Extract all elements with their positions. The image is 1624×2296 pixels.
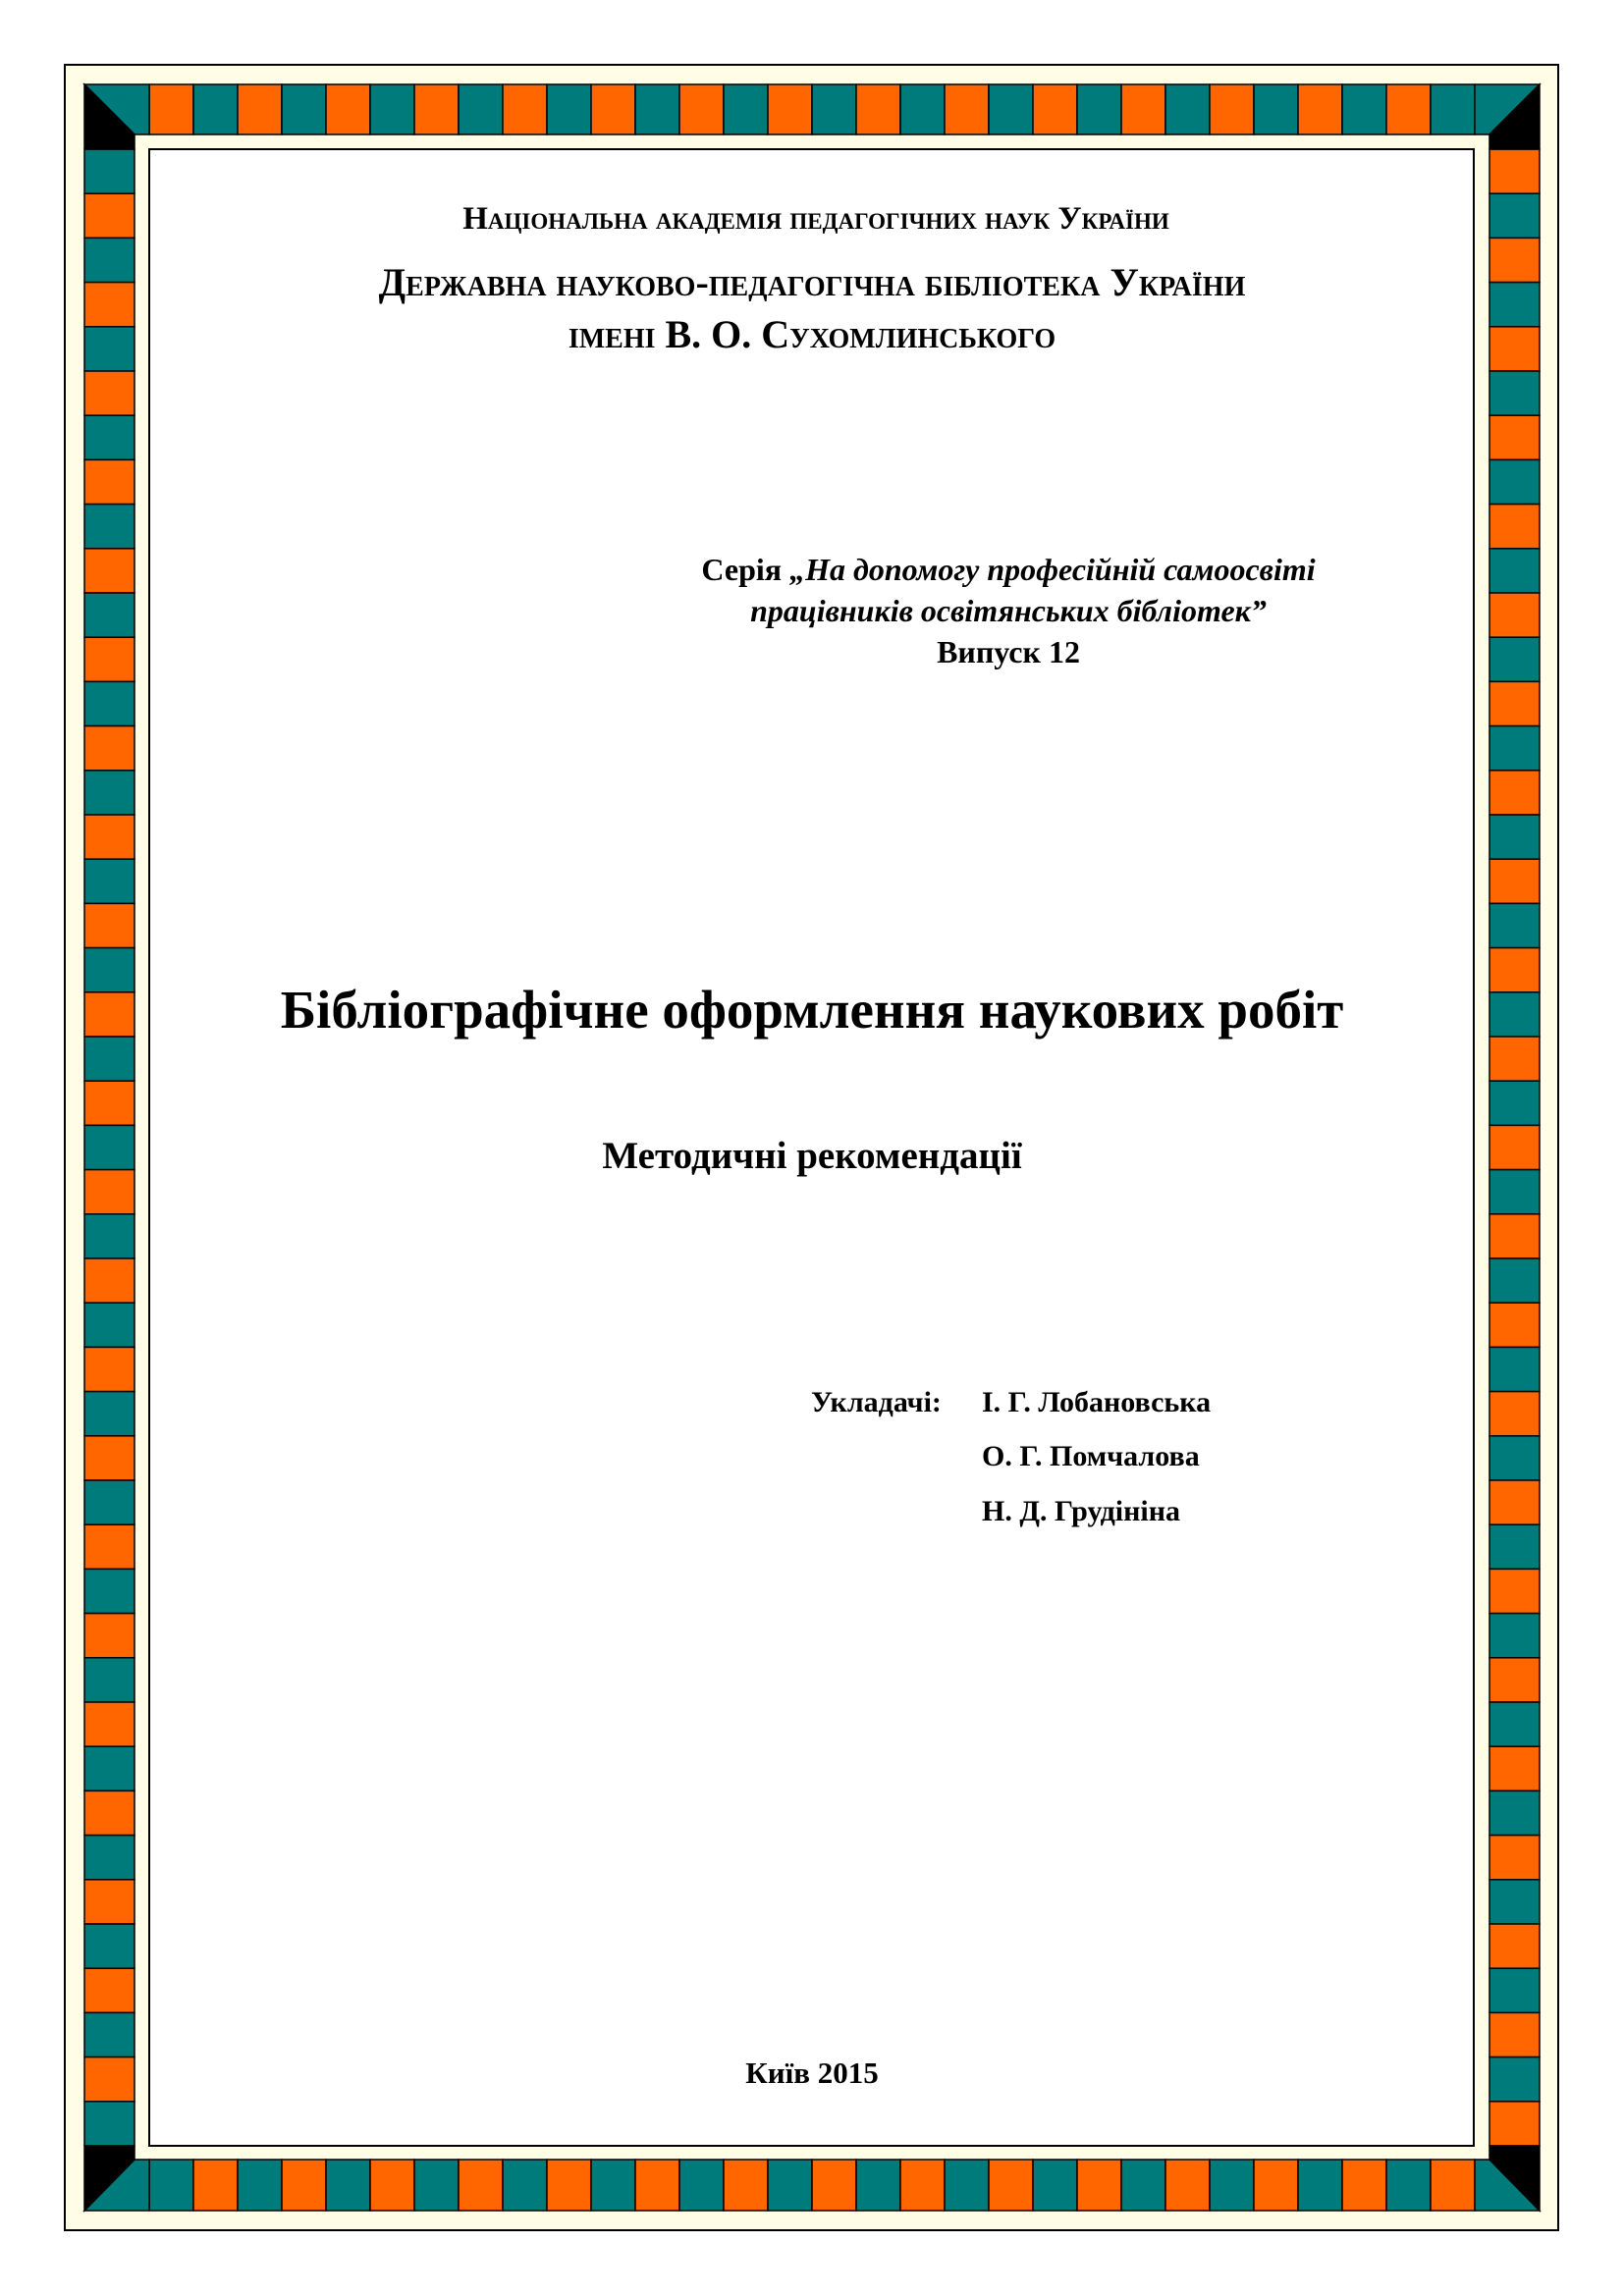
border-tile: [459, 2160, 503, 2211]
border-tile: [84, 815, 135, 859]
border-tile: [1489, 681, 1540, 725]
border-tile: [149, 84, 193, 134]
border-tile: [1489, 1880, 1540, 1924]
border-tile: [679, 84, 724, 134]
border-tile: [1489, 459, 1540, 504]
border-tile: [768, 84, 812, 134]
border-tile: [1489, 1347, 1540, 1391]
compiler-name: І. Г. Лобановська: [982, 1386, 1212, 1418]
border-tile: [1431, 84, 1475, 134]
border-tile: [84, 1924, 135, 1968]
border-tile: [1386, 2160, 1431, 2211]
border-tile: [1489, 859, 1540, 903]
library-name: Державна науково-педагогічна бібліотека України: [378, 260, 1246, 304]
academy-name: Національна академія педагогічних наук України: [462, 201, 1169, 237]
border-tile: [1489, 637, 1540, 681]
border-tile: [1121, 84, 1165, 134]
border-tile: [635, 84, 679, 134]
border-tile: [812, 2160, 856, 2211]
border-tile: [84, 1880, 135, 1924]
border-tile: [1077, 2160, 1121, 2211]
border-tile: [84, 2102, 135, 2146]
border-tile: [1489, 1702, 1540, 1746]
border-tile: [84, 1746, 135, 1790]
border-tile: [591, 2160, 635, 2211]
border-tile: [503, 2160, 547, 2211]
compiler-name: О. Г. Помчалова: [982, 1440, 1200, 1472]
border-tile: [945, 2160, 989, 2211]
border-tile: [1033, 84, 1077, 134]
border-tile: [900, 2160, 945, 2211]
border-tile: [414, 2160, 459, 2211]
border-tile: [856, 2160, 900, 2211]
border-tile: [282, 2160, 326, 2211]
border-tile: [84, 1081, 135, 1125]
compilers-label: Укладачі:: [811, 1386, 942, 1418]
document-subtitle: Методичні рекомендації: [602, 1135, 1022, 1177]
series-line-1: [616, 552, 1401, 588]
border-tile: [193, 2160, 238, 2211]
border-tile: [1254, 84, 1298, 134]
border-tile: [84, 1037, 135, 1081]
border-tile: [812, 84, 856, 134]
border-tile: [84, 637, 135, 681]
border-tile: [1489, 1569, 1540, 1613]
border-tile: [84, 1836, 135, 1880]
series-name-part-1: „На допомогу професійній самоосвіті: [789, 552, 1316, 587]
border-tile: [84, 1214, 135, 1258]
border-tile: [1121, 2160, 1165, 2211]
border-tile: [84, 459, 135, 504]
imprint-city-year: Київ 2015: [745, 2056, 879, 2090]
border-tile: [84, 1347, 135, 1391]
border-tile: [591, 84, 635, 134]
border-tile: [724, 2160, 768, 2211]
border-tile: [84, 681, 135, 725]
border-tile: [1489, 903, 1540, 947]
border-tile: [547, 84, 591, 134]
border-tile: [84, 726, 135, 771]
border-tile: [1489, 1924, 1540, 1968]
border-tile: [900, 84, 945, 134]
border-tile: [1489, 549, 1540, 593]
border-tile: [1489, 1214, 1540, 1258]
border-tile: [84, 1392, 135, 1436]
border-tile: [84, 1790, 135, 1835]
border-tile: [989, 2160, 1033, 2211]
border-tile: [856, 84, 900, 134]
border-tile: [503, 84, 547, 134]
border-tile: [84, 549, 135, 593]
border-tile: [1489, 1968, 1540, 2012]
border-tile: [1298, 2160, 1342, 2211]
border-tile: [414, 84, 459, 134]
series-prefix: Серія: [701, 552, 790, 587]
border-tile: [1489, 371, 1540, 415]
border-tile: [326, 2160, 370, 2211]
border-tile: [84, 1702, 135, 1746]
border-tile: [84, 1258, 135, 1303]
border-tile: [768, 2160, 812, 2211]
border-tile: [84, 1303, 135, 1347]
border-tile: [1033, 2160, 1077, 2211]
border-tile: [635, 2160, 679, 2211]
border-tile: [1489, 1436, 1540, 1480]
border-tile: [282, 84, 326, 134]
border-tile: [84, 415, 135, 459]
border-tile: [1489, 1037, 1540, 1081]
border-tile: [1489, 815, 1540, 859]
border-tile: [1489, 1480, 1540, 1524]
border-tile: [84, 505, 135, 549]
border-tile: [547, 2160, 591, 2211]
series-name-part-2: працівників освітянських бібліотек”: [750, 593, 1267, 628]
border-tile: [84, 149, 135, 193]
series-line-2: [616, 593, 1401, 629]
border-tile: [459, 84, 503, 134]
border-tile: [1489, 1303, 1540, 1347]
document-title: Бібліографічне оформлення наукових робіт: [280, 980, 1344, 1040]
border-tile: [370, 84, 414, 134]
border-tile: [1210, 2160, 1254, 2211]
border-tile: [1342, 2160, 1386, 2211]
border-tile: [238, 2160, 282, 2211]
border-tile: [84, 859, 135, 903]
border-tile: [238, 84, 282, 134]
border-tile: [989, 84, 1033, 134]
compiler-name: Н. Д. Грудініна: [982, 1495, 1180, 1527]
border-tile: [84, 1436, 135, 1480]
border-tile: [945, 84, 989, 134]
border-tile: [1489, 505, 1540, 549]
border-tile: [370, 2160, 414, 2211]
border-tile: [84, 2012, 135, 2056]
border-tile: [1489, 1746, 1540, 1790]
border-tile: [1210, 84, 1254, 134]
border-tile: [1342, 84, 1386, 134]
border-tile: [84, 1569, 135, 1613]
series-issue: Випуск 12: [937, 634, 1080, 669]
border-tile: [1165, 2160, 1210, 2211]
border-tile: [326, 84, 370, 134]
border-tile: [1489, 1258, 1540, 1303]
border-tile: [1489, 1790, 1540, 1835]
border-tile: [84, 903, 135, 947]
border-tile: [1489, 1836, 1540, 1880]
border-tile: [1489, 1614, 1540, 1658]
library-name-dedication: імені В. О. Сухомлинського: [568, 312, 1056, 356]
border-tile: [1489, 1524, 1540, 1569]
border-tile: [1489, 2102, 1540, 2146]
border-tile: [1165, 84, 1210, 134]
border-tile: [84, 371, 135, 415]
border-tile: [1077, 84, 1121, 134]
border-tile: [1489, 149, 1540, 193]
border-tile: [1489, 1081, 1540, 1125]
border-tile: [84, 1614, 135, 1658]
border-tile: [84, 593, 135, 637]
border-tile: [84, 1968, 135, 2012]
border-tile: [84, 1480, 135, 1524]
border-tile: [1489, 1392, 1540, 1436]
border-tile: [1489, 415, 1540, 459]
border-tile: [1489, 1658, 1540, 1702]
border-tile: [1386, 84, 1431, 134]
border-tile: [1254, 2160, 1298, 2211]
border-tile: [84, 771, 135, 815]
border-tile: [1298, 84, 1342, 134]
border-tile: [1489, 2012, 1540, 2056]
border-tile: [679, 2160, 724, 2211]
border-tile: [1489, 726, 1540, 771]
border-tile: [724, 84, 768, 134]
border-tile: [193, 84, 238, 134]
border-tile: [149, 2160, 193, 2211]
border-tile: [1431, 2160, 1475, 2211]
border-tile: [84, 1658, 135, 1702]
border-tile: [1489, 593, 1540, 637]
border-tile: [84, 1524, 135, 1569]
border-tile: [1489, 771, 1540, 815]
